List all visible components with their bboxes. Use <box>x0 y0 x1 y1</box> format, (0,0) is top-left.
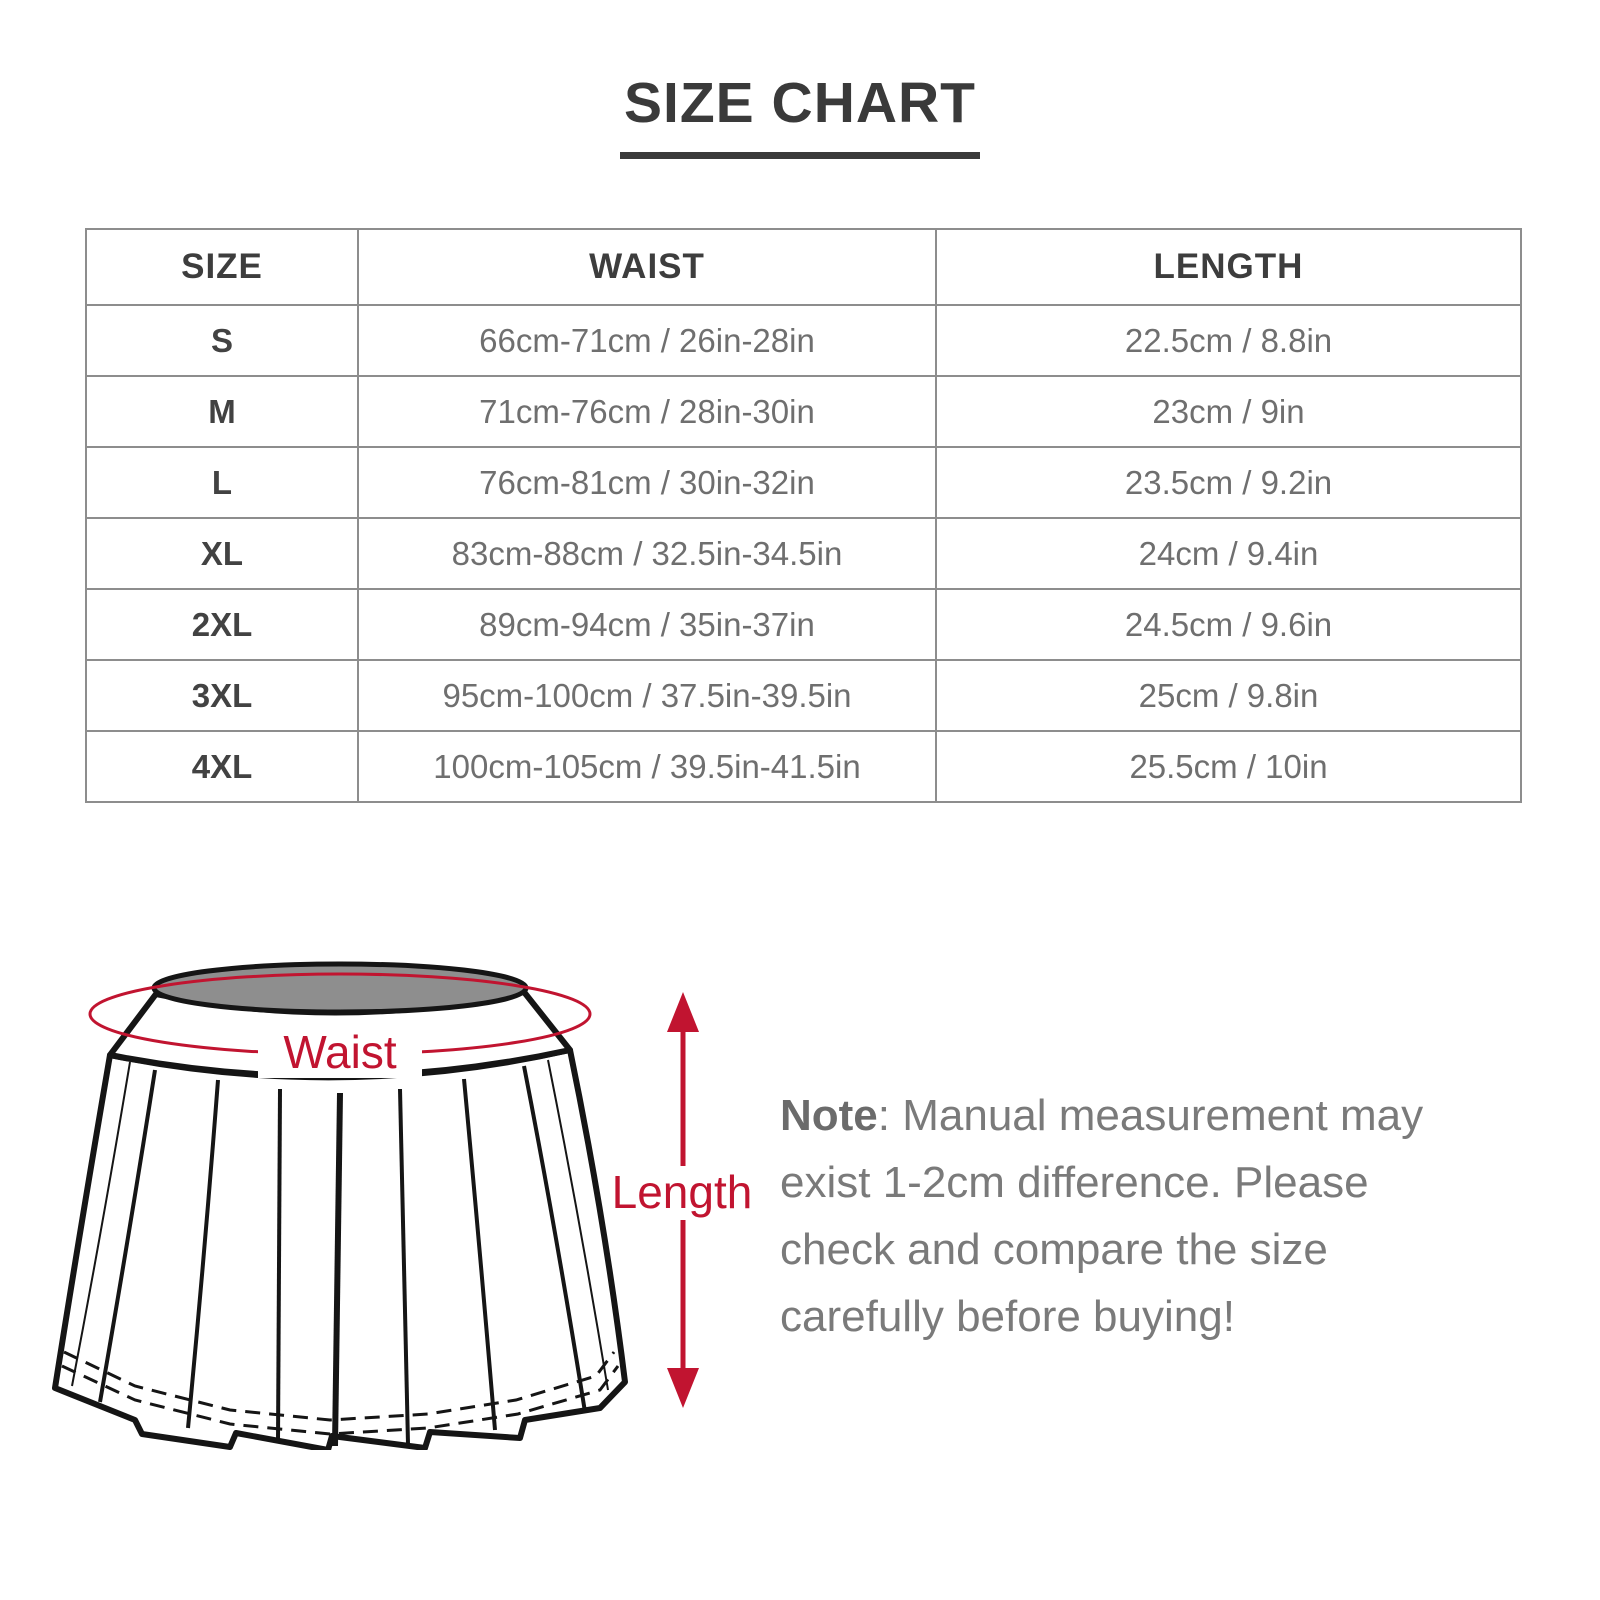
table-header-row <box>86 229 1521 305</box>
skirt-body <box>55 1050 625 1450</box>
waist-label: Waist <box>283 1026 397 1078</box>
cell-waist: 71cm-76cm / 28in-30in <box>358 376 936 447</box>
cell-waist: 95cm-100cm / 37.5in-39.5in <box>358 660 936 731</box>
cell-size: S <box>86 305 358 376</box>
cell-waist: 76cm-81cm / 30in-32in <box>358 447 936 518</box>
skirt-illustration <box>40 950 760 1450</box>
table-row <box>86 305 1521 376</box>
cell-length: 23cm / 9in <box>936 376 1521 447</box>
cell-length: 25.5cm / 10in <box>936 731 1521 802</box>
header-length: LENGTH <box>936 229 1521 305</box>
header-waist: WAIST <box>358 229 936 305</box>
page-title-wrap <box>620 70 980 159</box>
page-title: SIZE CHART <box>620 70 980 159</box>
table-row <box>86 447 1521 518</box>
table-row <box>86 518 1521 589</box>
measurement-note <box>780 1082 1425 1350</box>
table-row <box>86 731 1521 802</box>
cell-size: 2XL <box>86 589 358 660</box>
header-size: SIZE <box>86 229 358 305</box>
length-arrow-icon <box>608 992 758 1408</box>
table-row <box>86 589 1521 660</box>
cell-length: 23.5cm / 9.2in <box>936 447 1521 518</box>
cell-length: 25cm / 9.8in <box>936 660 1521 731</box>
cell-size: 3XL <box>86 660 358 731</box>
cell-size: L <box>86 447 358 518</box>
table-row <box>86 660 1521 731</box>
cell-waist: 83cm-88cm / 32.5in-34.5in <box>358 518 936 589</box>
cell-waist: 100cm-105cm / 39.5in-41.5in <box>358 731 936 802</box>
length-label: Length <box>611 1166 753 1218</box>
cell-waist: 66cm-71cm / 26in-28in <box>358 305 936 376</box>
waistband-top <box>154 964 526 1012</box>
size-chart-table <box>85 228 1522 803</box>
note-text: : Manual measurement may exist 1-2cm difference. Please check and compare the size carefully before buying! <box>780 1091 1424 1341</box>
cell-size: M <box>86 376 358 447</box>
cell-length: 24.5cm / 9.6in <box>936 589 1521 660</box>
cell-waist: 89cm-94cm / 35in-37in <box>358 589 936 660</box>
cell-size: 4XL <box>86 731 358 802</box>
cell-length: 22.5cm / 8.8in <box>936 305 1521 376</box>
cell-size: XL <box>86 518 358 589</box>
note-label: Note <box>780 1091 878 1140</box>
table-row <box>86 376 1521 447</box>
cell-length: 24cm / 9.4in <box>936 518 1521 589</box>
